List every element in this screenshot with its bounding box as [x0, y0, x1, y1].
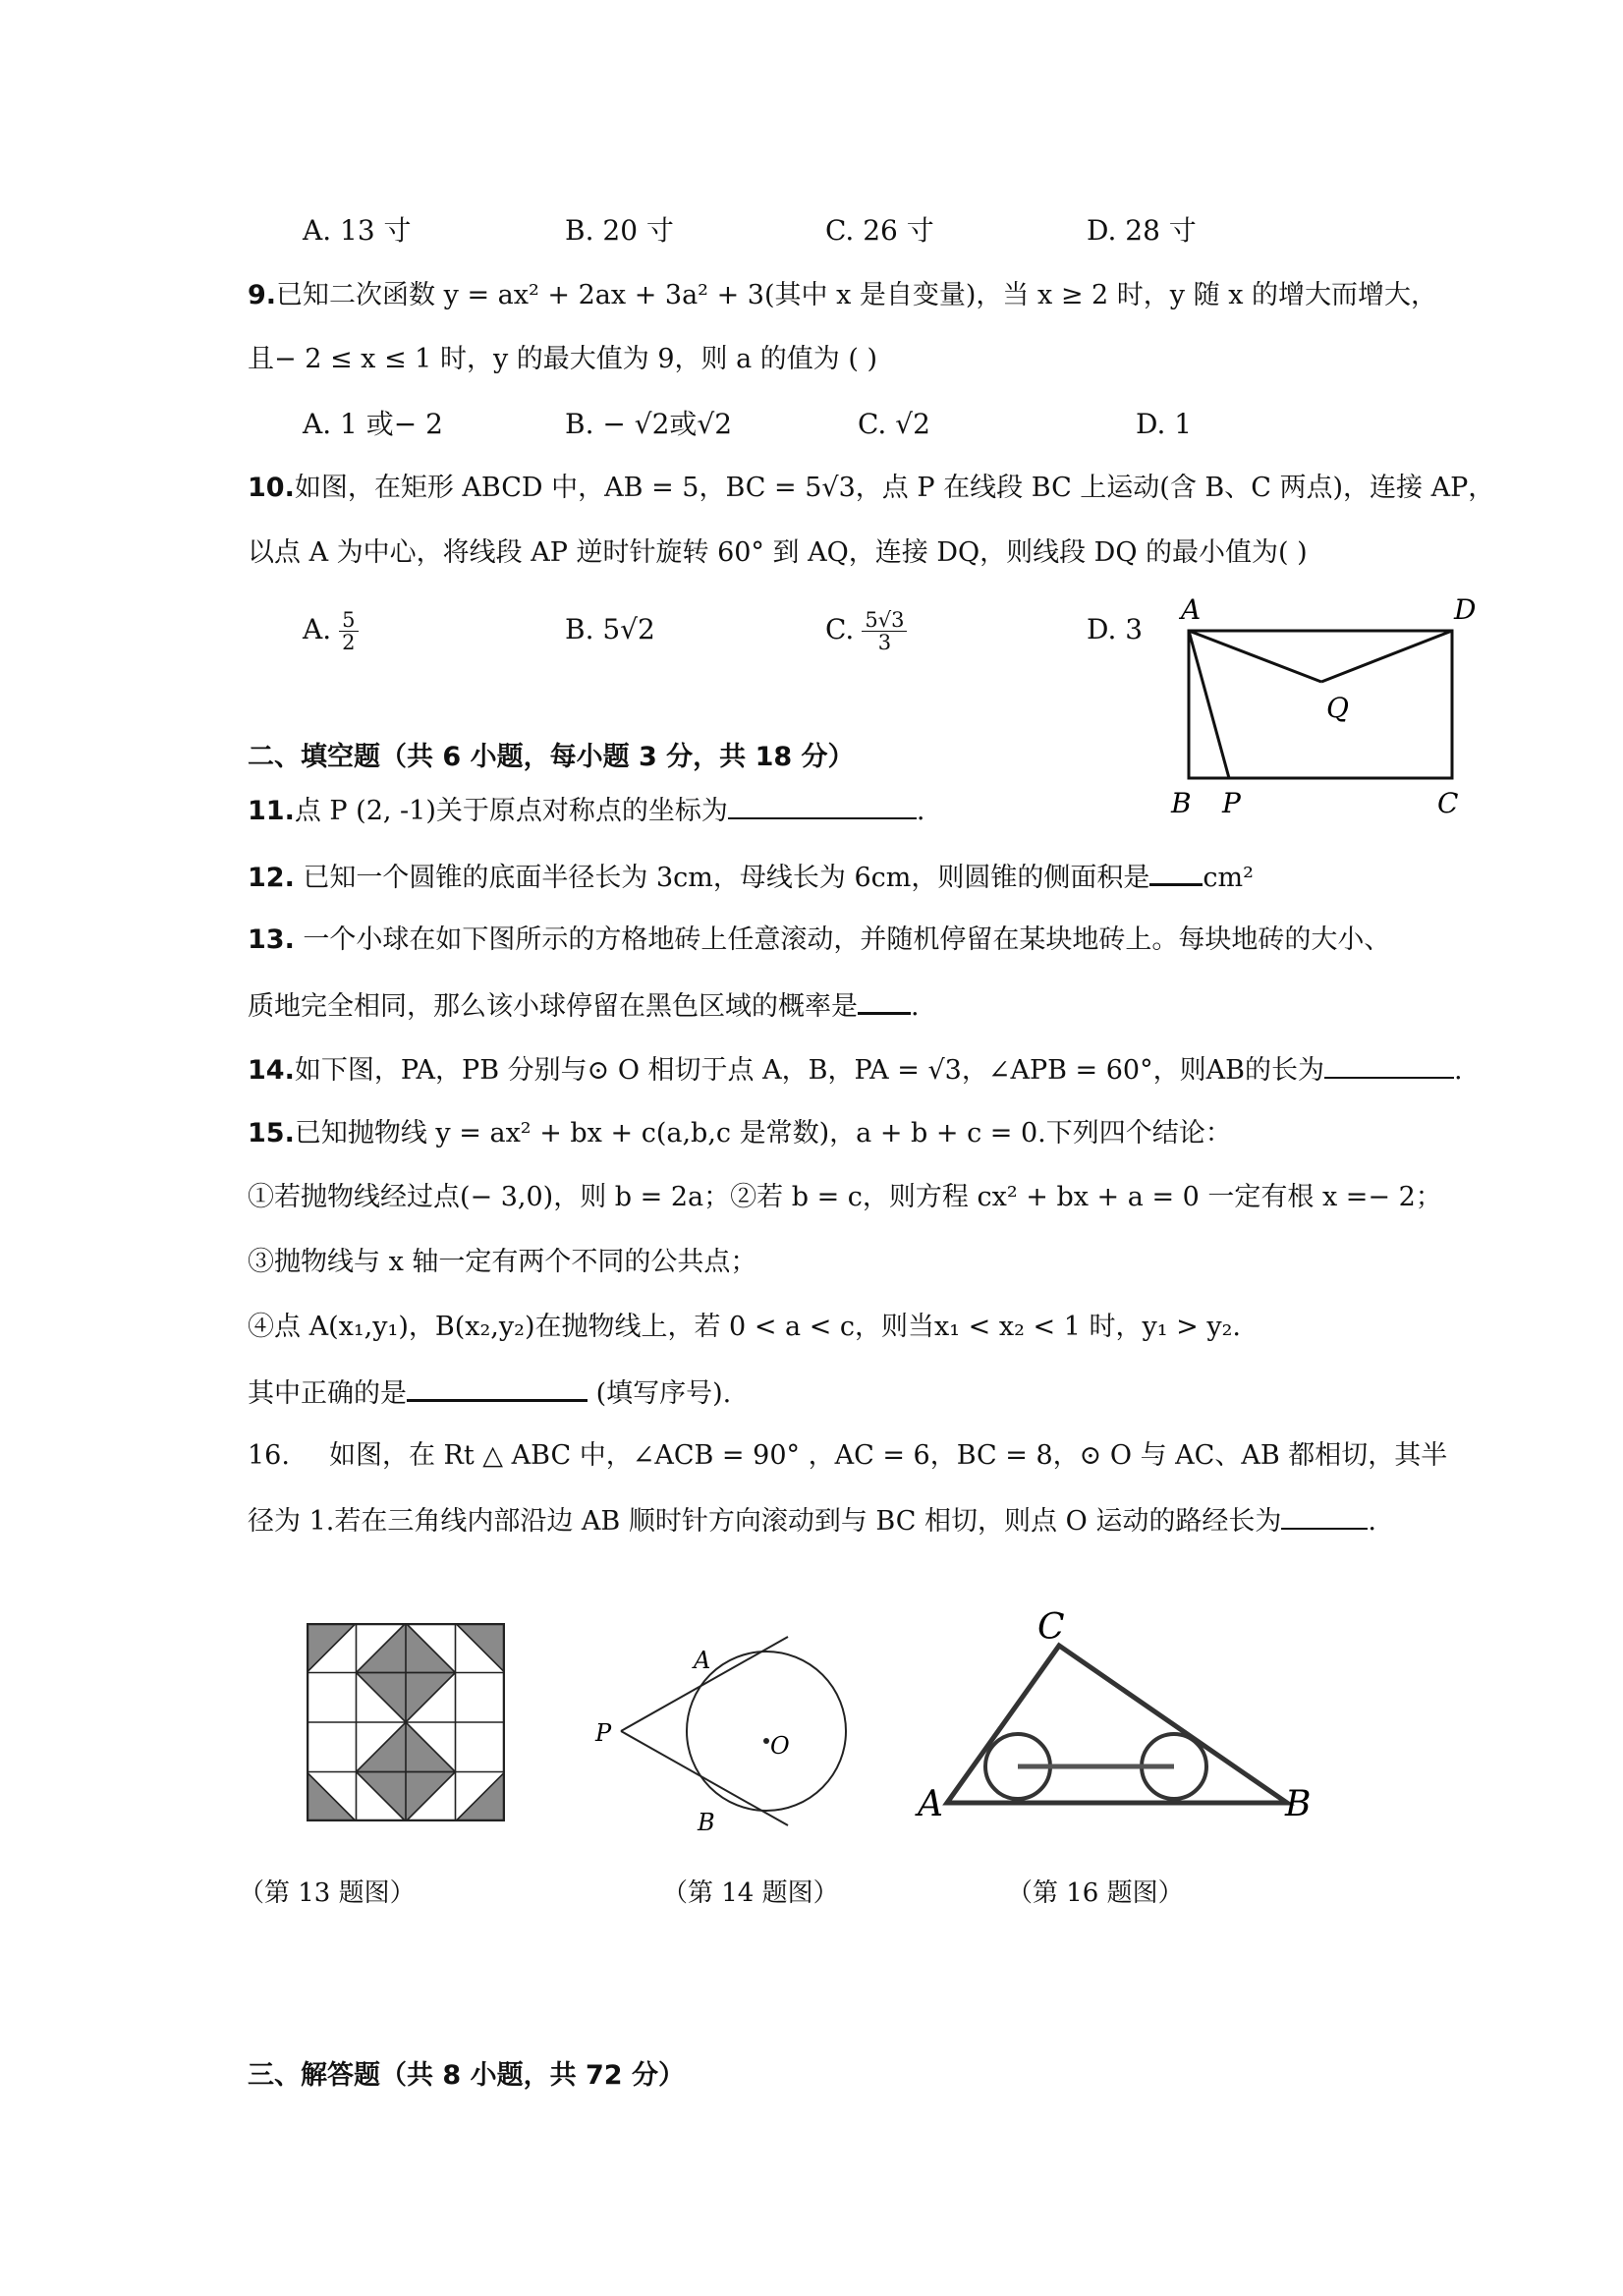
q11-end: .	[916, 796, 925, 826]
q12-text: 已知一个圆锥的底面半径长为 3cm，母线长为 6cm，则圆锥的侧面积是	[294, 863, 1150, 893]
caption-figure-13: （第 13 题图）	[239, 1878, 416, 1908]
q15-line5	[248, 1373, 731, 1412]
label-b: B	[1171, 787, 1192, 819]
q10-line1	[248, 471, 1494, 506]
q9-option-a: A. 1 或− 2	[303, 408, 443, 440]
q10-option-c	[825, 609, 907, 653]
rectangle-abcd	[1189, 631, 1452, 778]
caption-figure-14: （第 14 题图）	[662, 1878, 839, 1908]
label-q: Q	[1326, 692, 1349, 724]
q11-text: 点 P (2, -1)关于原点对称点的坐标为	[294, 796, 728, 826]
q13-text-1: 一个小球在如下图所示的方格地砖上任意滚动，并随机停留在某块地砖上。每块地砖的大小、	[294, 924, 1391, 955]
q15-line4: ④点 A(x₁,y₁)，B(x₂,y₂)在抛物线上，若 0 < a < c，则当x₁ < x₂ < 1 时，y₁ > y₂.	[248, 1312, 1241, 1342]
label-d: D	[1454, 593, 1477, 626]
q16-text-1: 如图，在 Rt △ ABC 中，∠ACB = 90° ，AC = 6，BC = 8，⊙ O 与 AC、AB 都相切，其半	[328, 1440, 1448, 1471]
q11-line	[248, 792, 924, 829]
q10-text-1: 如图，在矩形 ABCD 中，AB = 5，BC = 5√3，点 P 在线段 BC 上运动(含 B、C 两点)，连接 AP，	[294, 473, 1495, 503]
q10-option-a-fraction	[339, 609, 358, 653]
q11-answer-blank[interactable]	[728, 792, 917, 819]
q8-option-c: C. 26 寸	[825, 214, 934, 247]
q13-line2	[248, 986, 920, 1025]
label-c: C	[1437, 787, 1459, 819]
q16-answer-blank[interactable]	[1281, 1502, 1368, 1530]
label-p: P	[595, 1719, 612, 1747]
q9-line1	[248, 278, 1437, 313]
q10-option-d: D. 3	[1087, 613, 1144, 645]
q10-option-c-numerator: 5√3	[862, 609, 907, 632]
circle-o	[687, 1652, 846, 1811]
q10-line2: 以点 A 为中心，将线段 AP 逆时针旋转 60° 到 AQ，连接 DQ，则线段 DQ 的最小值为( )	[248, 537, 1308, 568]
q10-option-c-denominator: 3	[877, 631, 892, 654]
q12-line	[248, 858, 1254, 896]
q9-text-1: 已知二次函数 y = ax² + 2ax + 3a² + 3(其中 x 是自变量)，当 x ≥ 2 时，y 随 x 的增大而增大，	[276, 280, 1438, 310]
label-c: C	[1037, 1607, 1065, 1648]
q15-text-5b: (填写序号).	[588, 1378, 732, 1409]
q8-option-a: A. 13 寸	[303, 214, 412, 247]
q10-option-a-denominator: 2	[342, 631, 356, 654]
q15-line3: ③抛物线与 x 轴一定有两个不同的公共点；	[248, 1247, 757, 1277]
label-a: A	[918, 1784, 943, 1824]
q13-number: 13.	[248, 924, 295, 955]
q13-text-2: 质地完全相同，那么该小球停留在黑色区域的概率是	[248, 991, 858, 1022]
q9-option-d: D. 1	[1136, 408, 1193, 440]
q9-option-c: C. √2	[858, 408, 930, 440]
segment-dq	[1321, 631, 1452, 682]
q13-line1	[248, 923, 1390, 958]
q10-option-c-prefix: C.	[825, 613, 855, 645]
q15-number: 15.	[248, 1118, 295, 1148]
q10-option-a-prefix: A.	[303, 613, 332, 645]
label-b: B	[1285, 1784, 1312, 1824]
q10-option-c-fraction	[862, 609, 907, 653]
q16-line1	[248, 1438, 1447, 1474]
figure-13-tile-grid	[307, 1623, 505, 1821]
q12-number: 12.	[248, 863, 295, 893]
q13-answer-blank[interactable]	[858, 986, 911, 1015]
q10-figure	[1159, 585, 1493, 825]
q9-option-b: B. − √2或√2	[565, 408, 733, 440]
q15-line1	[248, 1116, 1232, 1151]
q13-end: .	[911, 991, 920, 1022]
section-2-heading: 二、填空题（共 6 小题，每小题 3 分，共 18 分）	[248, 742, 855, 772]
center-point	[763, 1738, 769, 1744]
q16-end: .	[1368, 1506, 1376, 1537]
q8-option-b: B. 20 寸	[565, 214, 674, 247]
q8-option-d: D. 28 寸	[1087, 214, 1197, 247]
caption-figure-16: （第 16 题图）	[1007, 1878, 1184, 1908]
segment-aq	[1189, 631, 1321, 682]
figure-14-circle-tangents	[582, 1601, 876, 1857]
q10-number: 10.	[248, 473, 295, 503]
q12-answer-blank[interactable]	[1149, 858, 1203, 886]
q16-line2	[248, 1502, 1376, 1540]
q9-line2: 且− 2 ≤ x ≤ 1 时，y 的最大值为 9，则 a 的值为 ( )	[248, 344, 878, 374]
q10-option-a-numerator: 5	[339, 609, 358, 632]
q14-end: .	[1453, 1055, 1463, 1086]
q14-answer-blank[interactable]	[1324, 1051, 1454, 1079]
label-a: A	[694, 1647, 711, 1674]
q15-answer-blank[interactable]	[407, 1373, 588, 1402]
q11-number: 11.	[248, 796, 295, 826]
q15-line2: ①若抛物线经过点(− 3,0)，则 b = 2a；②若 b = c，则方程 cx² + bx + a = 0 一定有根 x =− 2；	[248, 1182, 1442, 1212]
triangle-abc	[947, 1646, 1287, 1803]
q15-text-1: 已知抛物线 y = ax² + bx + c(a,b,c 是常数)，a + b + c = 0.下列四个结论：	[294, 1118, 1232, 1148]
q10-option-a	[303, 609, 359, 653]
q12-unit: cm²	[1203, 863, 1254, 893]
q10-option-b: B. 5√2	[565, 613, 655, 645]
figure-16-triangle-circles	[914, 1592, 1326, 1827]
q14-line	[248, 1051, 1463, 1089]
q14-number: 14.	[248, 1055, 295, 1086]
q14-text: 如下图，PA，PB 分别与⊙ O 相切于点 A，B，PA = √3，∠APB = 60°，则AB的长为	[294, 1055, 1324, 1086]
section-3-heading: 三、解答题（共 8 小题，共 72 分）	[248, 2060, 685, 2091]
label-b: B	[698, 1809, 715, 1836]
segment-ap	[1189, 631, 1229, 778]
q9-number: 9.	[248, 280, 277, 310]
q16-text-2: 径为 1.若在三角线内部沿边 AB 顺时针方向滚动到与 BC 相切，则点 O 运动的路经长为	[248, 1506, 1282, 1537]
q16-number: 16.	[248, 1440, 290, 1471]
label-o: O	[770, 1732, 790, 1760]
q15-text-5a: 其中正确的是	[248, 1378, 407, 1409]
label-a: A	[1181, 593, 1202, 626]
label-p: P	[1222, 787, 1241, 819]
